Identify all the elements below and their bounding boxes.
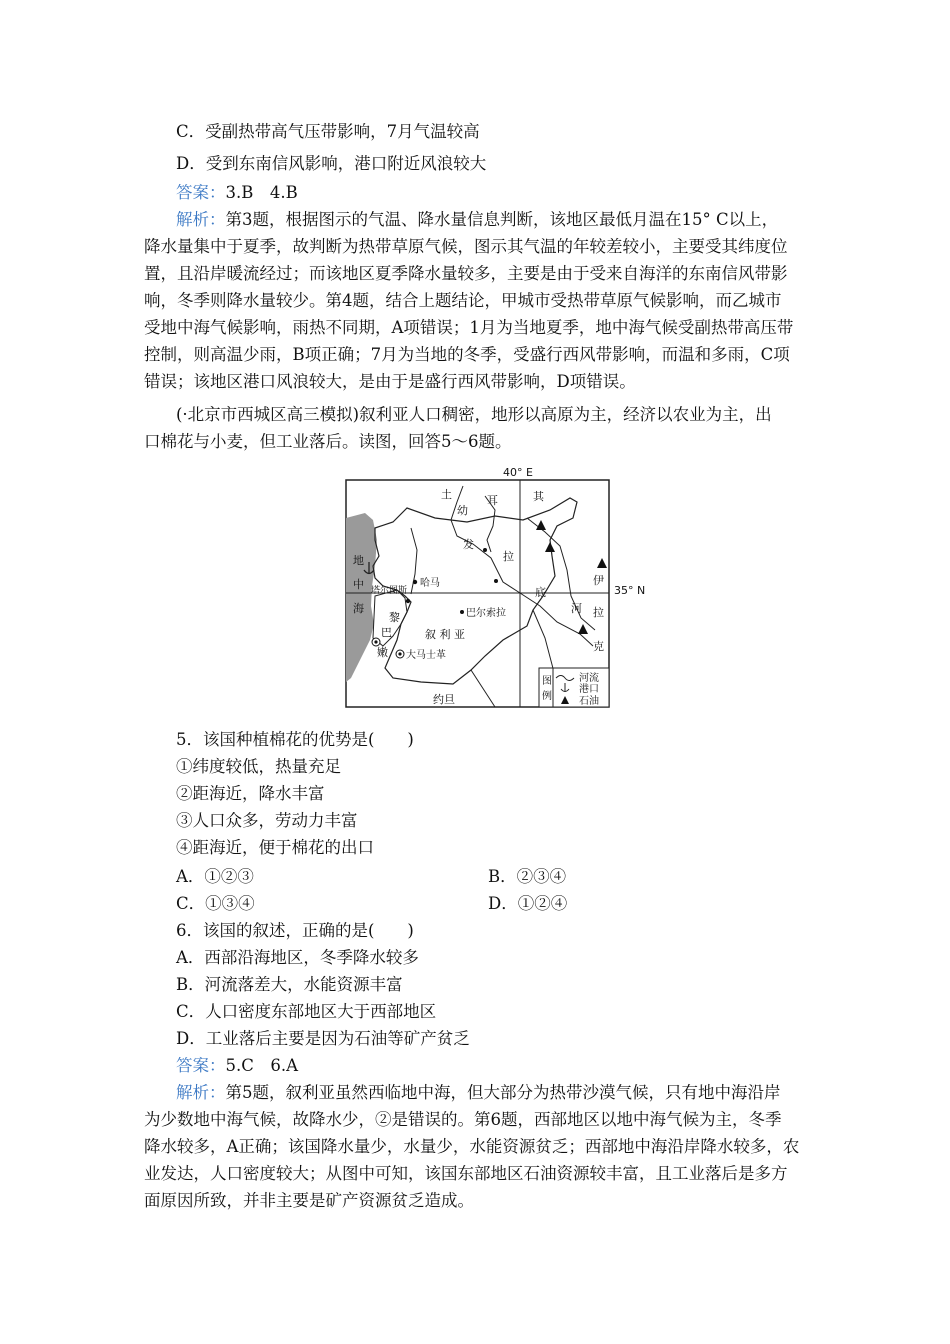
analysis-3-4-line: 置，且沿岸暖流经过；而该地区夏季降水量较多，主要是由于受来自海洋的东南信风带影: [144, 264, 788, 283]
q6-option-b: B．河流落差大，水能资源丰富: [176, 975, 403, 994]
legend-port: 港口: [579, 684, 599, 695]
place-label: 发: [463, 538, 474, 551]
legend-river: 河流: [579, 673, 599, 684]
analysis-5-6-line: 业发达，人口密度较大；从图中可知，该国东部地区石油资源较丰富，且工业落后是多方: [144, 1164, 788, 1183]
analysis-text: 第5题，叙利亚虽然西临地中海，但大部分为热带沙漠气候，只有地中海沿岸: [225, 1083, 781, 1102]
analysis-5-6-line: 为少数地中海气候，故降水少，②是错误的。第6题，西部地区以地中海气候为主，冬季: [144, 1110, 782, 1129]
city-dot-baersuola: [460, 610, 464, 614]
answer-5-6: [176, 1056, 298, 1076]
latitude-label: 35° N: [614, 584, 646, 597]
sea-label: 地: [353, 554, 364, 567]
q6-option-d: D．工业落后主要是因为石油等矿产贫乏: [176, 1029, 470, 1048]
capital-beirut-center: [374, 640, 377, 643]
analysis-5-6-line: 降水较多，A正确；该国降水量少，水量少，水能资源贫乏；西部地中海沿岸降水较多，农: [144, 1137, 800, 1156]
answer-label: 答案：: [176, 1056, 226, 1075]
place-label: 嫩: [377, 646, 388, 659]
analysis-3-4-first-line: [176, 210, 778, 230]
syria-map: [345, 466, 610, 707]
q5-item: ③人口众多，劳动力丰富: [176, 811, 358, 830]
answer-text: 5.C 6.A: [225, 1056, 299, 1075]
q4-option-c: C．受副热带高气压带影响，7月气温较高: [176, 122, 480, 141]
analysis-label: 解析：: [176, 210, 226, 229]
intro-line: 口棉花与小麦，但工业落后。读图，回答5～6题。: [144, 432, 512, 451]
sea-label: 中: [353, 578, 364, 591]
q5-item: ①纬度较低，热量充足: [176, 757, 341, 776]
intro-line: (·北京市西城区高三模拟)叙利亚人口稠密，地形以高原为主，经济以农业为主，出: [176, 405, 772, 424]
country-label-syria: 叙 利 亚: [425, 628, 465, 641]
legend-title: 例: [542, 691, 552, 702]
q6-stem: 6．该国的叙述，正确的是( ): [176, 921, 414, 940]
answer-text: 3.B 4.B: [225, 183, 298, 202]
place-label: 克: [593, 640, 604, 653]
place-label: 拉: [593, 606, 604, 619]
place-label: 伊: [593, 574, 604, 587]
q5-stem: 5．该国种植棉花的优势是( ): [176, 730, 414, 749]
longitude-label: 40° E: [503, 466, 533, 479]
city-dot: [483, 548, 487, 552]
q5-option-a: A．①②③: [176, 867, 254, 886]
city-label-baersuola: 巴尔索拉: [466, 608, 506, 619]
answer-label: 答案：: [176, 183, 226, 202]
legend-oil: 石油: [579, 696, 599, 707]
place-label: 耳: [487, 494, 498, 507]
analysis-3-4-line: 错误；该地区港口风浪较大，是由于是盛行西风带影响，D项错误。: [144, 372, 636, 391]
place-label: 幼: [457, 504, 468, 517]
place-label: 巴: [381, 626, 392, 639]
city-dot-tartus: [406, 599, 410, 603]
analysis-5-6-first-line: [176, 1083, 781, 1103]
city-dot: [494, 579, 498, 583]
legend-title: 图: [542, 676, 552, 687]
city-label-tartus: 塔尔图斯: [371, 586, 408, 596]
place-label: 约旦: [433, 693, 455, 706]
place-label: 土: [441, 488, 452, 501]
city-label-hama: 哈马: [420, 578, 440, 589]
analysis-text: 第3题，根据图示的气温、降水量信息判断，该地区最低月温在15° C以上，: [225, 210, 779, 229]
analysis-3-4-line: 响，冬季则降水量较少。第4题，结合上题结论，甲城市受热带草原气候影响，而乙城市: [144, 291, 782, 310]
q4-option-d: D．受到东南信风影响，港口附近风浪较大: [176, 154, 487, 173]
analysis-5-6-line: 面原因所致，并非主要是矿产资源贫乏造成。: [144, 1191, 474, 1210]
q5-item: ②距海近，降水丰富: [176, 784, 325, 803]
answer-3-4: [176, 183, 298, 203]
q5-option-c: C．①③④: [176, 894, 255, 913]
analysis-3-4-line: 受地中海气候影响，雨热不同期，A项错误；1月为当地夏季，地中海气候受副热带高压带: [144, 318, 794, 337]
q5-option-d: D．①②④: [488, 894, 568, 913]
place-label: 拉: [503, 550, 514, 563]
q5-option-b: B．②③④: [488, 867, 567, 886]
city-dot-hama: [413, 580, 417, 584]
q6-option-a: A．西部沿海地区，冬季降水较多: [176, 948, 419, 967]
analysis-3-4-line: 降水量集中于夏季，故判断为热带草原气候，图示其气温的年较差较小，主要受其纬度位: [144, 237, 788, 256]
map-legend: [539, 668, 609, 707]
analysis-3-4-line: 控制，则高温少雨，B项正确；7月为当地的冬季，受盛行西风带影响，而温和多雨，C项: [144, 345, 790, 364]
city-label-damascus: 大马士革: [406, 650, 446, 661]
q6-option-c: C．人口密度东部地区大于西部地区: [176, 1002, 437, 1021]
capital-damascus-center: [398, 652, 401, 655]
analysis-label: 解析：: [176, 1083, 226, 1102]
place-label: 河: [571, 602, 582, 615]
place-label: 黎: [389, 611, 400, 624]
place-label: 其: [533, 490, 544, 503]
q5-item: ④距海近，便于棉花的出口: [176, 838, 374, 857]
sea-label: 海: [353, 602, 364, 615]
place-label: 底: [535, 586, 546, 599]
